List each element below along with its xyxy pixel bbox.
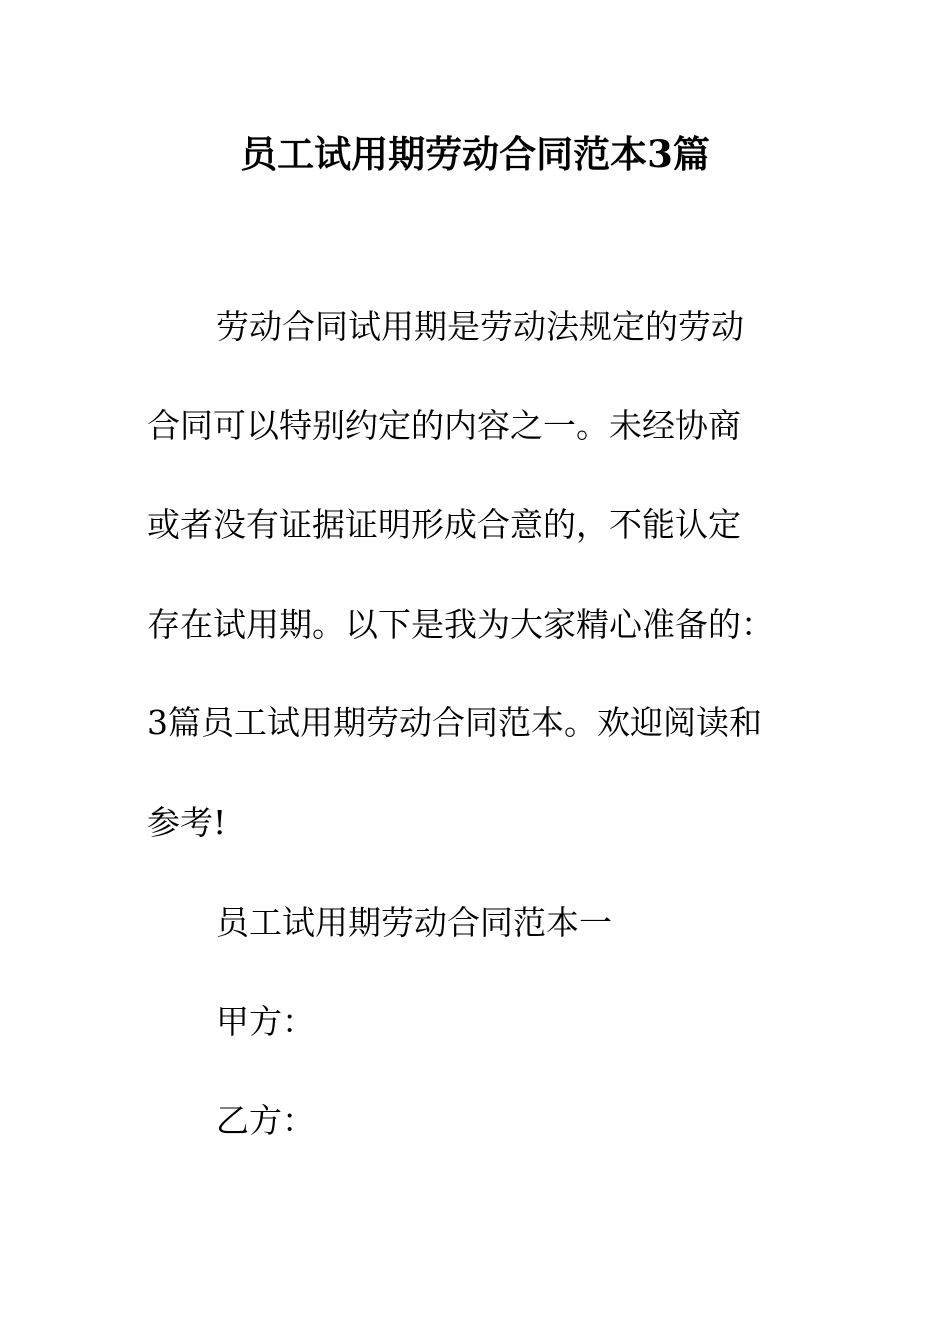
intro-line-5: 3篇员工试用期劳动合同范本。欢迎阅读和 xyxy=(147,703,762,742)
intro-line-2: 合同可以特别约定的内容之一。未经协商 xyxy=(147,406,741,445)
intro-line-1: 劳动合同试用期是劳动法规定的劳动 xyxy=(216,307,744,346)
intro-line-3: 或者没有证据证明形成合意的，不能认定 xyxy=(147,505,741,544)
intro-line-4: 存在试用期。以下是我为大家精心准备的： xyxy=(147,605,774,644)
document-title: 员工试用期劳动合同范本3篇 xyxy=(240,132,710,176)
party-a-label: 甲方： xyxy=(216,1002,315,1041)
section-heading: 员工试用期劳动合同范本一 xyxy=(216,903,612,942)
intro-line-6: 参考! xyxy=(147,803,227,842)
party-b-label: 乙方： xyxy=(216,1101,315,1140)
